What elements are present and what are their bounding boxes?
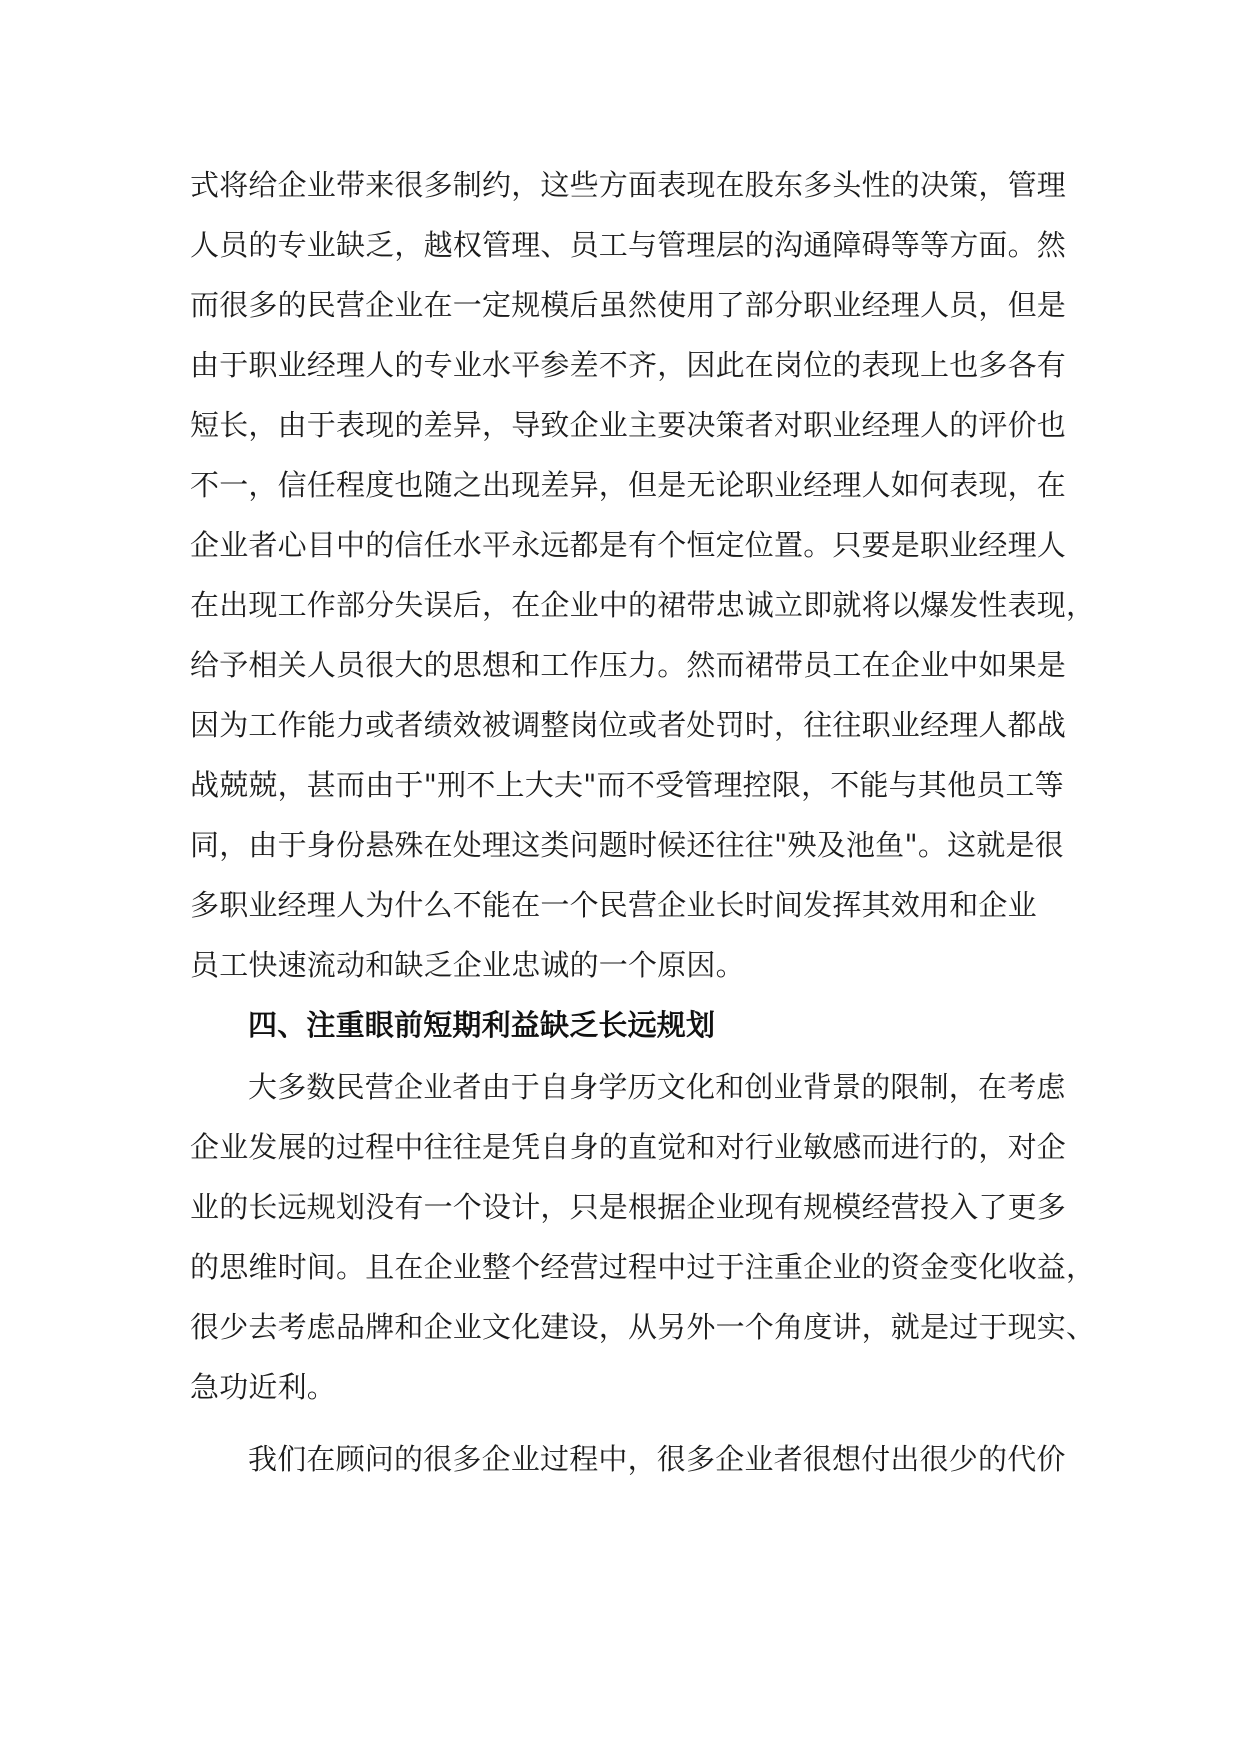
paragraph-2-line-3: 业的长远规划没有一个设计，只是根据企业现有规模经营投入了更多 — [190, 1190, 1067, 1224]
paragraph-1-line-2: 人员的专业缺乏，越权管理、员工与管理层的沟通障碍等等方面。然 — [190, 228, 1067, 262]
paragraph-1-line-11: 战兢兢，甚而由于"刑不上大夫"而不受管理控限，不能与其他员工等 — [190, 768, 1064, 802]
paragraph-2-line-5: 很少去考虑品牌和企业文化建设，从另外一个角度讲，就是过于现实、 — [190, 1310, 1096, 1344]
paragraph-1-line-13: 多职业经理人为什么不能在一个民营企业长时间发挥其效用和企业 — [190, 888, 1037, 922]
paragraph-2-line-6: 急功近利。 — [190, 1370, 337, 1404]
paragraph-1-line-6: 不一，信任程度也随之出现差异，但是无论职业经理人如何表现，在 — [190, 468, 1067, 502]
paragraph-1-line-14: 员工快速流动和缺乏企业忠诚的一个原因。 — [190, 948, 745, 982]
paragraph-1-line-5: 短长，由于表现的差异，导致企业主要决策者对职业经理人的评价也 — [190, 408, 1067, 442]
paragraph-1-line-10: 因为工作能力或者绩效被调整岗位或者处罚时，往往职业经理人都战 — [190, 708, 1067, 742]
paragraph-1-line-4: 由于职业经理人的专业水平参差不齐，因此在岗位的表现上也多各有 — [190, 348, 1067, 382]
paragraph-1-line-1: 式将给企业带来很多制约，这些方面表现在股东多头性的决策，管理 — [190, 168, 1067, 202]
paragraph-3-line-1: 我们在顾问的很多企业过程中，很多企业者很想付出很少的代价 — [248, 1442, 1066, 1476]
paragraph-1-line-7: 企业者心目中的信任水平永远都是有个恒定位置。只要是职业经理人 — [190, 528, 1067, 562]
paragraph-2-line-1: 大多数民营企业者由于自身学历文化和创业背景的限制，在考虑 — [248, 1070, 1066, 1104]
section-heading: 四、注重眼前短期利益缺乏长远规划 — [248, 1008, 716, 1042]
paragraph-2-line-4: 的思维时间。且在企业整个经营过程中过于注重企业的资金变化收益， — [190, 1250, 1096, 1284]
paragraph-1-line-12: 同，由于身份悬殊在处理这类问题时候还往往"殃及池鱼"。这就是很 — [190, 828, 1064, 862]
paragraph-1-line-9: 给予相关人员很大的思想和工作压力。然而裙带员工在企业中如果是 — [190, 648, 1067, 682]
paragraph-2-line-2: 企业发展的过程中往往是凭自身的直觉和对行业敏感而进行的，对企 — [190, 1130, 1067, 1164]
paragraph-1-line-8: 在出现工作部分失误后，在企业中的裙带忠诚立即就将以爆发性表现， — [190, 588, 1096, 622]
paragraph-1-line-3: 而很多的民营企业在一定规模后虽然使用了部分职业经理人员，但是 — [190, 288, 1067, 322]
